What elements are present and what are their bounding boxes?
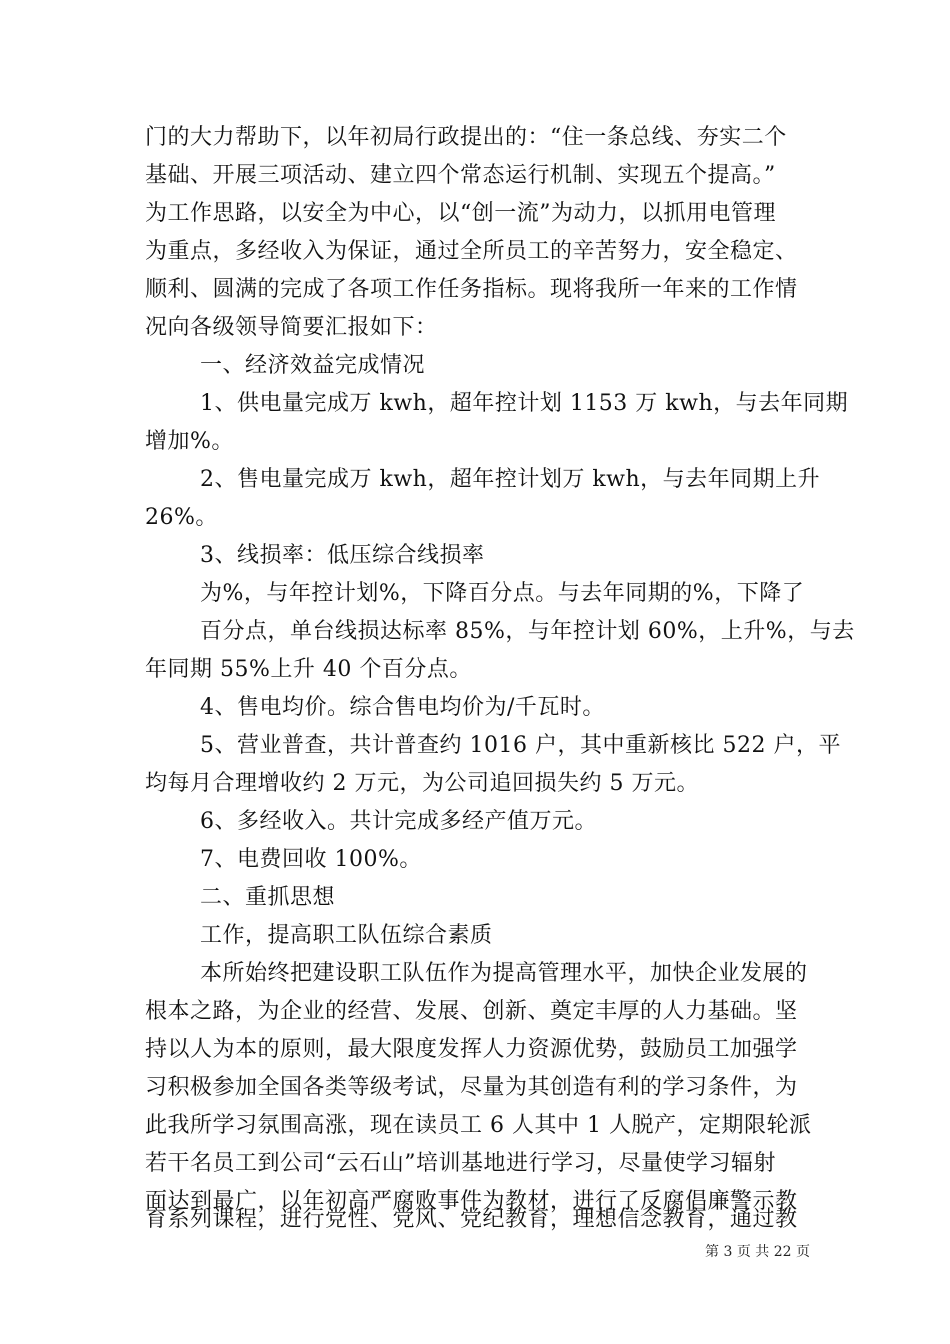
text-line: 门的大力帮助下，以年初局行政提出的：“住一条总线、夯实二个 (145, 125, 787, 150)
page-number: 第 3 页 共 22 页 (705, 1244, 810, 1260)
text-line: 本所始终把建设职工队伍作为提高管理水平，加快企业发展的 (200, 961, 808, 986)
text-line: 2、售电量完成万 kwh，超年控计划万 kwh，与去年同期上升 (200, 467, 821, 492)
text-line: 面达到最广，以年初高严腐败事件为教材，进行了反腐倡廉警示教 (145, 1189, 798, 1214)
text-line: 若干名员工到公司“云石山”培训基地进行学习，尽量使学习辐射 (145, 1151, 776, 1176)
text-line: 为重点，多经收入为保证，通过全所员工的辛苦努力，安全稳定、 (145, 239, 798, 264)
text-line: 3、线损率：低压综合线损率 (200, 543, 485, 568)
text-line: 6、多经收入。共计完成多经产值万元。 (200, 809, 597, 834)
text-line: 工作，提高职工队伍综合素质 (200, 923, 493, 948)
text-line: 1、供电量完成万 kwh，超年控计划 1153 万 kwh，与去年同期 (200, 391, 849, 416)
text-line: 增加%。 (145, 429, 234, 454)
section-heading: 二、重抓思想 (200, 885, 336, 910)
text-line: 7、电费回收 100%。 (200, 847, 422, 872)
text-line: 5、营业普查，共计普查约 1016 户，其中重新核比 522 户，平 (200, 733, 841, 758)
text-line: 况向各级领导简要汇报如下： (145, 315, 438, 340)
section-heading: 一、经济效益完成情况 (200, 353, 426, 378)
text-line: 年同期 55%上升 40 个百分点。 (145, 657, 472, 682)
text-line: 根本之路，为企业的经营、发展、创新、奠定丰厚的人力基础。坚 (145, 999, 798, 1024)
text-line: 百分点，单台线损达标率 85%，与年控计划 60%，上升%，与去 (200, 619, 855, 644)
text-line: 育系列课程，进行党性、党风、党纪教育，理想信念教育，通过教 (145, 1207, 798, 1232)
text-line: 顺利、圆满的完成了各项工作任务指标。现将我所一年来的工作情 (145, 277, 798, 302)
text-line: 基础、开展三项活动、建立四个常态运行机制、实现五个提高。” (145, 163, 776, 188)
text-line: 均每月合理增收约 2 万元，为公司追回损失约 5 万元。 (145, 771, 699, 796)
text-line: 为工作思路，以安全为中心，以“创一流”为动力，以抓用电管理 (145, 201, 776, 226)
text-line: 持以人为本的原则，最大限度发挥人力资源优势，鼓励员工加强学 (145, 1037, 798, 1062)
text-line: 4、售电均价。综合售电均价为/千瓦时。 (200, 695, 605, 720)
text-line: 习积极参加全国各类等级考试，尽量为其创造有利的学习条件，为 (145, 1075, 798, 1100)
text-line: 26%。 (145, 505, 218, 530)
text-line: 此我所学习氛围高涨，现在读员工 6 人其中 1 人脱产，定期限轮派 (145, 1113, 812, 1138)
text-line: 为%，与年控计划%，下降百分点。与去年同期的%，下降了 (200, 581, 805, 606)
